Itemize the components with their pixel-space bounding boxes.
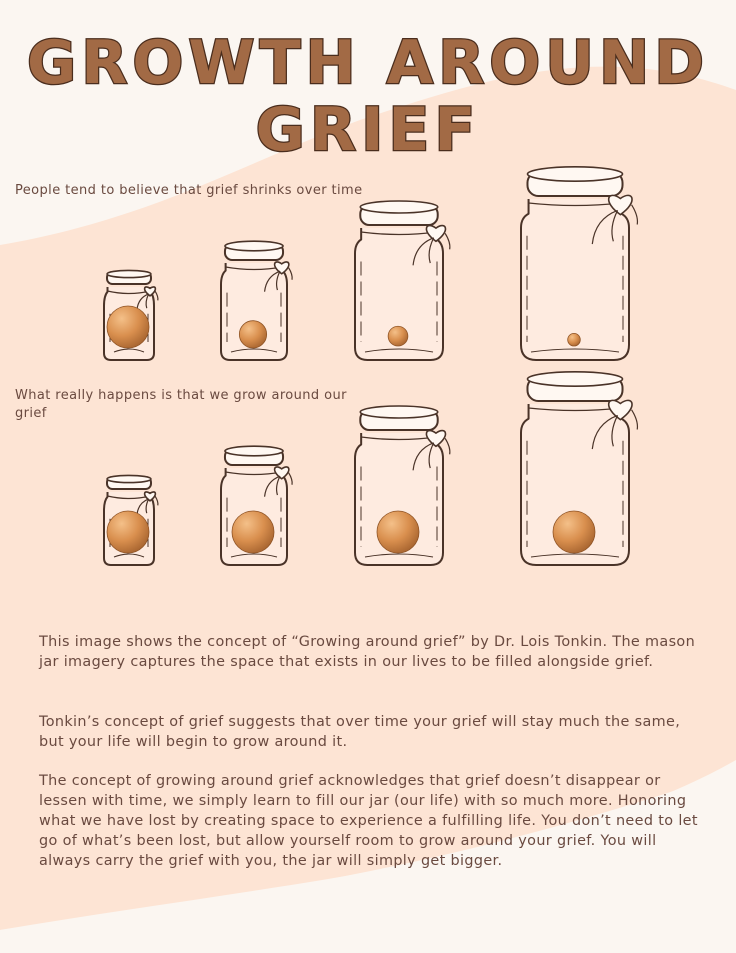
mason-jar: [221, 446, 292, 565]
jar-lid-top: [225, 446, 283, 456]
string: [155, 291, 158, 300]
mason-jar: [355, 406, 450, 565]
string: [632, 410, 638, 430]
jar-lid-top: [107, 475, 151, 482]
caption-grief-shrinks: People tend to believe that grief shrinks over time: [15, 183, 363, 198]
jar-lid-top: [527, 372, 622, 386]
grief-ball: [388, 326, 408, 346]
paragraph-tonkin-concept: Tonkin’s concept of grief suggests that over time your grief will stay much the same, but your life will begin to grow around it.: [39, 714, 681, 750]
grief-ball: [377, 511, 419, 553]
title-line-1: GROWTH AROUND: [26, 28, 710, 98]
string: [632, 205, 638, 225]
string: [445, 438, 450, 454]
string: [289, 268, 293, 280]
mason-jar: [104, 475, 158, 565]
jar-lid-top: [107, 270, 151, 277]
jar-lid-top: [360, 201, 437, 213]
jar-lid-top: [527, 167, 622, 181]
caption-grow-around: What really happens is that we grow around our grief: [15, 388, 347, 421]
mason-jar: [355, 201, 450, 360]
jar-lid-top: [360, 406, 437, 418]
paragraph-intro: This image shows the concept of “Growing around grief” by Dr. Lois Tonkin. The mason jar imagery captures the space that exists in our lives to be filled alongside grief.: [39, 634, 696, 670]
mason-jar: [104, 270, 158, 360]
grief-ball: [553, 511, 595, 553]
grief-ball: [232, 511, 274, 553]
mason-jar: [221, 241, 292, 360]
string: [155, 496, 158, 505]
paragraph-growing-around: The concept of growing around grief acknowledges that grief doesn’t disappear or lessen with time, we simply learn to fill our jar (our life) with so much more. Honoring what we have lost by creating space to experience a fulfilling life. You don’t need to let go of what’s been lost, but allow yourself room to grow around your grief. You will always carry the grief with you, the jar will simply get bigger.: [39, 773, 698, 869]
grief-ball: [239, 321, 266, 348]
string: [289, 473, 293, 485]
mason-jar: [521, 372, 637, 565]
title-line-2: GRIEF: [255, 95, 481, 165]
string: [445, 233, 450, 249]
grief-ball: [107, 306, 149, 348]
mason-jar: [521, 167, 637, 360]
grief-ball: [107, 511, 149, 553]
grief-ball: [568, 333, 581, 346]
jar-lid-top: [225, 241, 283, 251]
